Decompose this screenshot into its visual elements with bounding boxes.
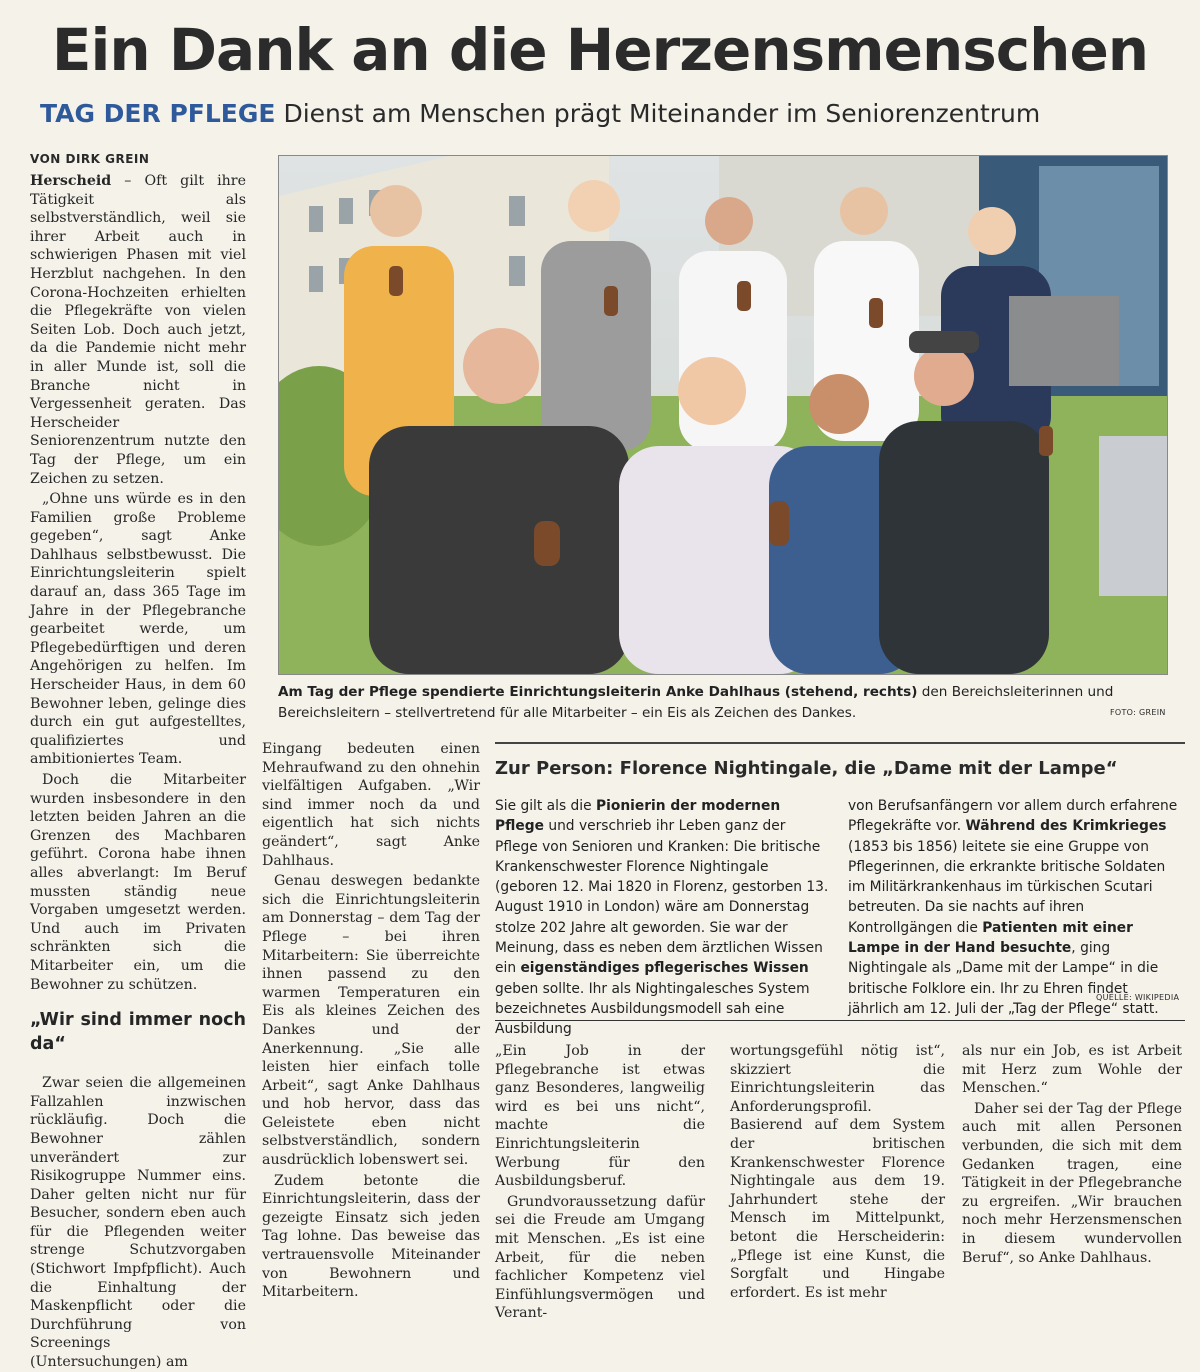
info-box-left-column: Sie gilt als die Pionierin der modernen Pflege und verschrieb ihr Leben ganz der Pflege von Senioren und Kranken: Die britische Krankenschwester Florence Nightingale (geboren 12. Mai 1820 in Florenz, gestorben 13. August 1910 in London) wäre am Donnerstag stolze 202 Jahre alt geworden. Sie war der Meinung, dass es neben dem ärztlichen Wissen ein eigenständiges pflegerisches Wissen geben sollte. Ihr als Nightingalesches System bezeichnetes Ausbildungsmodell sah eine Ausbildung xyxy=(495,798,829,1038)
paragraph: „Ohne uns würde es in den Familien große Probleme gegeben“, sagt Anke Dahlhaus selbstbewusst. Die Einrichtungsleiterin spielt darauf an, dass 365 Tage im Jahre in der Pflegebranche gearbeitet werde, um Pflegebedürftigen und deren Angehörigen zu helfen. Im Herscheider Haus, in dem 60 Bewohner leben, gelinge dies durch ein gut aufgestelltes, qualifiziertes und ambitioniertes Team. xyxy=(30,491,246,768)
info-box-top-rule xyxy=(495,742,1185,744)
paragraph: Genau deswegen bedankte sich die Einrichtungsleiterin am Donnerstag – dem Tag der Pflege – bei ihren Mitarbeitern: Sie überreichte ihnen passend zu den warmen Temperaturen ein Eis als kleines Zeichen des Dankes und der Anerkennung. „Sie alle leisten hier einfach tolle Arbeit“, sagt Anke Dahlhaus und hob hervor, dass das Geleistete eben nicht selbstverständlich, sondern ausdrücklich lobenswert sei. xyxy=(262,873,480,1169)
paragraph: Zwar seien die allgemeinen Fallzahlen inzwischen rückläufig. Doch die Bewohner zählen unverändert zur Risikogruppe Nummer eins. Daher gelten nicht nur für Besucher, sondern eben auch für die Pflegenden weiter strenge Schutzvorgaben (Stichwort Impfpflicht). Auch die Einhaltung der Maskenpflicht oder die Durchführung von Screenings (Untersuchungen) am xyxy=(30,1075,246,1371)
highlight: Während des Krimkrieges xyxy=(965,818,1167,835)
group-photo-illustration xyxy=(279,156,1167,674)
byline: VON DIRK GREIN xyxy=(30,152,150,166)
photo-credit: FOTO: GREIN xyxy=(1110,708,1166,717)
article-column-4 xyxy=(730,1042,945,1302)
article-column-1 xyxy=(30,172,246,1372)
paragraph: Grundvoraussetzung dafür sei die Freude am Umgang mit Menschen. „Es ist eine Arbeit, für die neben fachlicher Kompetenz viel Einfühlungsvermögen und Verant- xyxy=(495,1193,705,1322)
article-column-5 xyxy=(962,1042,1182,1267)
paragraph: Eingang bedeuten einen Mehraufwand zu den ohnehin vielfältigen Aufgaben. „Wir sind immer noch da und eigentlich hat sich nichts geändert“, sagt Anke Dahlhaus. xyxy=(262,741,480,869)
caption-lead: Am Tag der Pflege spendierte Einrichtungsleiterin Anke Dahlhaus (stehend, rechts) xyxy=(278,684,918,700)
paragraph: Herscheid – Oft gilt ihre Tätigkeit als selbstverständlich, weil sie ihrer Arbeit auch in schwierigen Phasen mit viel Herzblut nachgehen. In den Corona-Hochzeiten erhielten die Pflegekräfte von vielen Seiten Lob. Doch auch jetzt, da die Pandemie nicht mehr in aller Munde ist, soll die Branche nicht in Vergessenheit geraten. Das Herscheider Seniorenzentrum nutzte den Tag der Pflege, um ein Zeichen zu setzen. xyxy=(30,173,246,487)
paragraph: als nur ein Job, es ist Arbeit mit Herz zum Wohle der Menschen.“ xyxy=(962,1043,1182,1097)
subheadline xyxy=(40,96,1190,132)
paragraph: Doch die Mitarbeiter wurden insbesondere in den letzten beiden Jahren an die Grenzen des Machbaren geführt. Corona habe ihnen alles abverlangt: Im Beruf mussten ständig neue Vorgaben umgesetzt werden. Und auch im Privaten schränkten sich die Mitarbeiter ein, um die Bewohner zu schützen. xyxy=(30,772,246,993)
highlight: Patienten mit einer Lampe in der Hand besuchte xyxy=(848,919,1133,957)
info-box-title: Zur Person: Florence Nightingale, die „Dame mit der Lampe“ xyxy=(495,758,1118,779)
headline: Ein Dank an die Herzensmenschen xyxy=(51,16,1149,84)
paragraph: „Ein Job in der Pflegebranche ist etwas ganz Besonderes, langweilig wird es bei uns nicht“, machte die Einrichtungsleiterin Werbung für den Ausbildungsberuf. xyxy=(495,1043,705,1190)
paragraph: Daher sei der Tag der Pflege auch mit allen Personen verbunden, die sich mit dem Gedanken tragen, eine Tätigkeit in der Pflegebranche zu ergreifen. „Wir brauchen noch mehr Herzensmenschen in diesem wundervollen Beruf“, so Anke Dahlhaus. xyxy=(962,1100,1182,1266)
subheadline-text: Dienst am Menschen prägt Miteinander im Seniorenzentrum xyxy=(283,99,1041,128)
article-photo xyxy=(278,155,1168,675)
article-column-2 xyxy=(262,740,480,1302)
highlight: Pionierin der modernen Pflege xyxy=(495,798,781,835)
highlight: eigenständiges pflegerisches Wissen xyxy=(520,960,809,977)
subheadline-kicker: TAG DER PFLEGE xyxy=(40,99,276,128)
dateline: Herscheid xyxy=(30,173,112,189)
info-box-bottom-rule xyxy=(495,1020,1185,1021)
section-subheading: „Wir sind immer noch da“ xyxy=(30,1010,246,1055)
article-column-3 xyxy=(495,1042,705,1323)
caption-text: den Bereichsleiterinnen und Bereichsleitern – stellvertretend für alle Mitarbeiter – ein Eis als Zeichen des Dankes. xyxy=(278,684,1114,721)
paragraph: Zudem betonte die Einrichtungsleiterin, dass der gezeigte Einsatz sich jeden Tag lohne. Das beweise das vertrauensvolle Miteinander von Bewohnern und Mitarbeitern. xyxy=(262,1172,480,1301)
info-box-source: QUELLE: WIKIPEDIA xyxy=(1096,993,1180,1002)
photo-caption xyxy=(278,682,1178,724)
info-box-right-column: von Berufsanfängern vor allem durch erfahrene Pflegekräfte vor. Während des Krimkrieges (1853 bis 1856) leitete sie eine Gruppe von Pflegerinnen, die erkrankte britische Soldaten im Militärkrankenhaus im türkischen Scutari betreuten. Da sie nachts auf ihren Kontrollgängen die Patienten mit einer Lampe in der Hand besuchte, ging Nightingale als „Dame mit der Lampe“ in die britische Folklore ein. Ihr zu Ehren findet jährlich am 12. Juli der „Tag der Pflege“ statt. xyxy=(848,798,1178,1017)
paragraph: wortungsgefühl nötig ist“, skizziert die Einrichtungsleiterin das Anforderungsprofil. Basierend auf dem System der britischen Krankenschwester Florence Nightingale aus dem 19. Jahrhundert stehe der Mensch im Mittelpunkt, betont die Herscheiderin: „Pflege ist eine Kunst, die Sorgfalt und Hingabe erfordert. Es ist mehr xyxy=(730,1043,945,1301)
